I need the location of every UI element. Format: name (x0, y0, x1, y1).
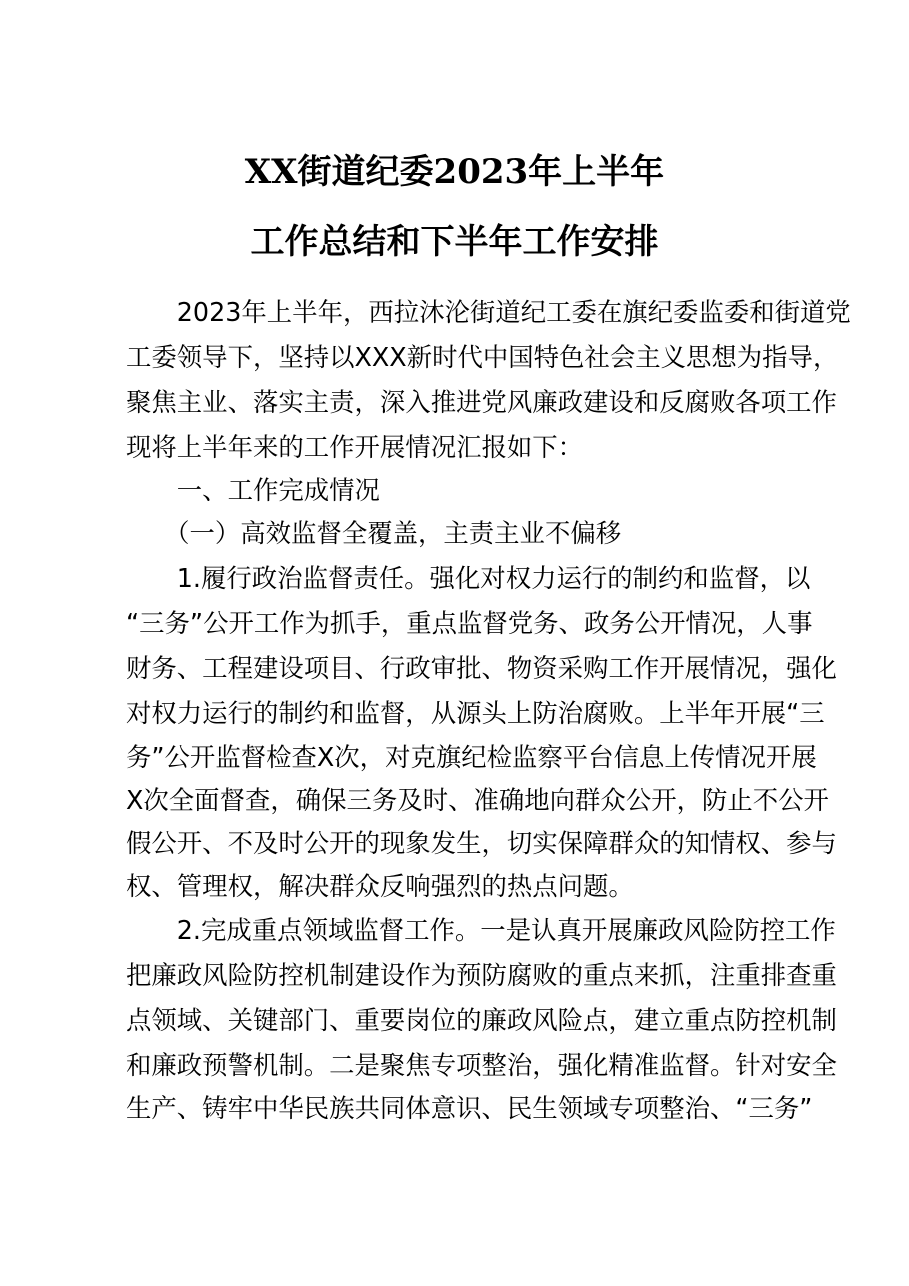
body-text-line: 聚焦主业、落实主责，深入推进党风廉政建设和反腐败各项工作 (126, 387, 837, 417)
body-text-line: “三务”公开工作为抓手，重点监督党务、政务公开情况，人事 (126, 608, 813, 638)
body-text-line: 权、管理权，解决群众反响强烈的热点问题。 (126, 871, 634, 901)
body-text-line: 点领域、关键部门、重要岗位的廉政风险点，建立重点防控机制 (126, 1005, 837, 1035)
subsection-heading: （一）高效监督全覆盖，主责主业不偏移 (126, 518, 622, 548)
body-text-line: 现将上半年来的工作开展情况汇报如下： (126, 432, 584, 462)
body-text-line: 和廉政预警机制。二是聚焦专项整治，强化精准监督。针对安全 (126, 1050, 837, 1080)
body-text-line: 生产、铸牢中华民族共同体意识、民生领域专项整治、“三务” (126, 1093, 813, 1123)
document-title-line-2: 工作总结和下半年工作安排 (250, 222, 659, 262)
body-text-line: 务”公开监督检查X次，对克旗纪检监察平台信息上传情况开展 (126, 742, 817, 772)
body-text-line: 工委领导下，坚持以XXX新时代中国特色社会主义思想为指导， (126, 342, 839, 372)
body-text-line: X次全面督查，确保三务及时、准确地向群众公开，防止不公开 (126, 785, 829, 815)
body-text-line: 财务、工程建设项目、行政审批、物资采购工作开展情况，强化 (126, 653, 837, 683)
body-text-line: 1.履行政治监督责任。强化对权力运行的制约和监督，以 (126, 563, 811, 593)
document-title-line-1: XX街道纪委2023年上半年 (244, 152, 665, 192)
body-text-line: 2.完成重点领域监督工作。一是认真开展廉政风险防控工作 (126, 915, 836, 945)
body-text-line: 对权力运行的制约和监督，从源头上防治腐败。上半年开展“三 (126, 698, 825, 728)
body-text-line: 2023年上半年，西拉沐沦街道纪工委在旗纪委监委和街道党 (126, 297, 851, 327)
section-heading: 一、工作完成情况 (126, 475, 380, 505)
body-text-line: 把廉政风险防控机制建设作为预防腐败的重点来抓，注重排查重 (126, 960, 837, 990)
body-text-line: 假公开、不及时公开的现象发生，切实保障群众的知情权、参与 (126, 828, 837, 858)
